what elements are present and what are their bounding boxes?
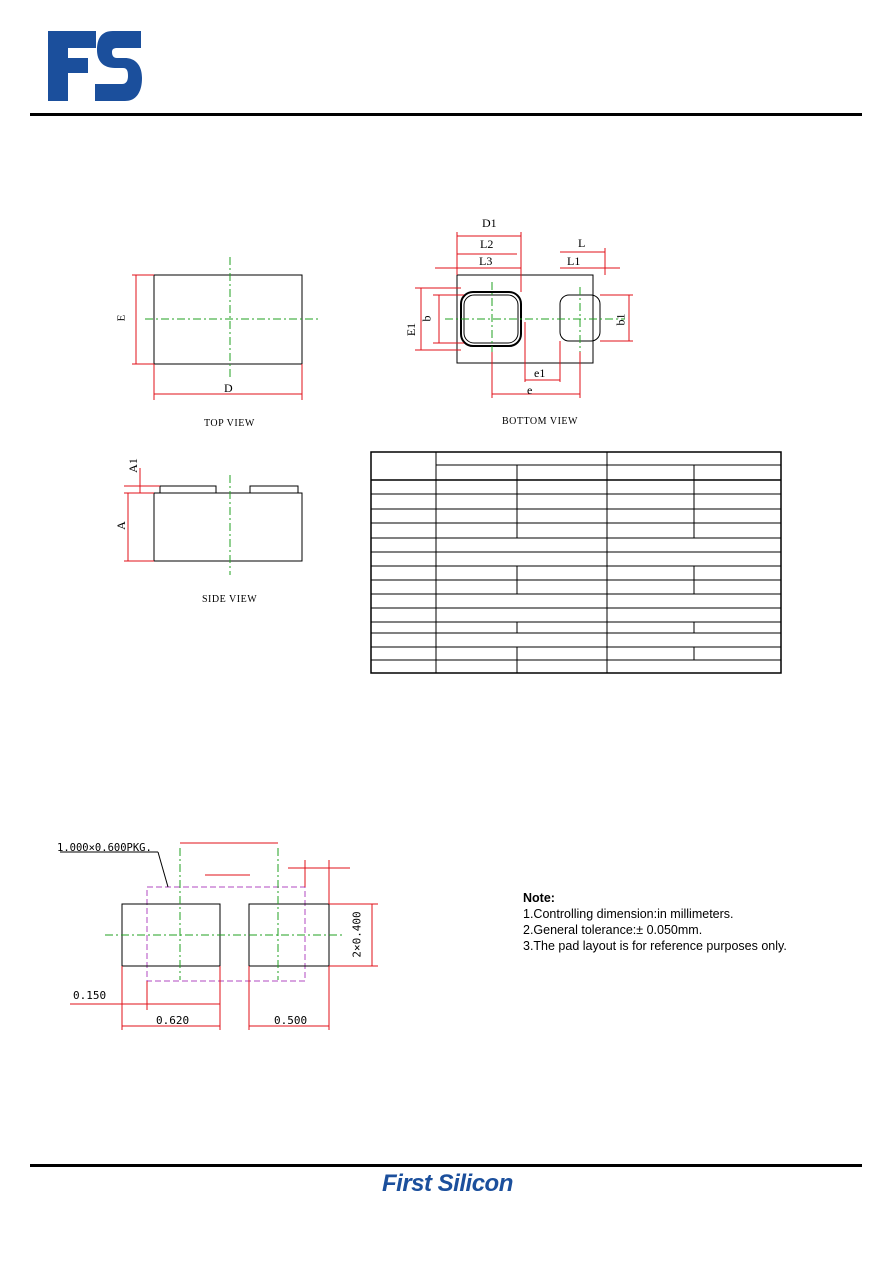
top-view-caption: TOP VIEW: [204, 418, 255, 429]
dim-b1-label: b1: [613, 313, 628, 326]
note-item: 1.Controlling dimension:in millimeters.: [523, 907, 734, 921]
dim-0150-label: 0.150: [73, 989, 107, 1002]
dimension-table: [370, 451, 784, 675]
notes-block: [523, 890, 843, 954]
pad-layout-drawing: [60, 830, 390, 1040]
dim-L3-label: L3: [479, 254, 493, 268]
dim-2x0400-label: 2×0.400: [350, 911, 364, 958]
notes-heading: Note:: [523, 891, 555, 905]
dim-e1-label: e1: [534, 366, 546, 380]
pkg-outline-label: 1.000×0.600PKG.: [57, 842, 152, 854]
top-view-drawing: [110, 255, 330, 405]
dim-D-label: D: [224, 381, 233, 395]
bottom-view-caption: BOTTOM VIEW: [502, 416, 578, 427]
header-rule: [30, 113, 862, 116]
side-view-drawing: [110, 450, 330, 580]
dim-L2-label: L2: [480, 237, 494, 251]
bottom-view-drawing: [405, 212, 645, 402]
dim-E-label: E: [115, 314, 128, 322]
side-view-caption: SIDE VIEW: [202, 594, 258, 605]
company-logo: [45, 28, 145, 102]
dim-L1-label: L1: [567, 254, 581, 268]
dim-e-label: e: [527, 383, 533, 397]
footer-brand: First Silicon: [382, 1170, 513, 1197]
dim-E1-label: E1: [404, 322, 419, 337]
dim-0500-label: 0.500: [274, 1014, 308, 1027]
note-item: 2.General tolerance:± 0.050mm.: [523, 923, 703, 937]
dim-0620-label: 0.620: [156, 1014, 190, 1027]
dim-b-label: b: [419, 315, 434, 322]
dim-D1-label: D1: [482, 216, 497, 230]
dim-L-label: L: [578, 236, 586, 250]
dim-A-label: A: [113, 521, 128, 530]
note-item: 3.The pad layout is for reference purposes only.: [523, 939, 787, 953]
footer-rule: [30, 1164, 862, 1167]
dim-A1-label: A1: [125, 458, 140, 473]
